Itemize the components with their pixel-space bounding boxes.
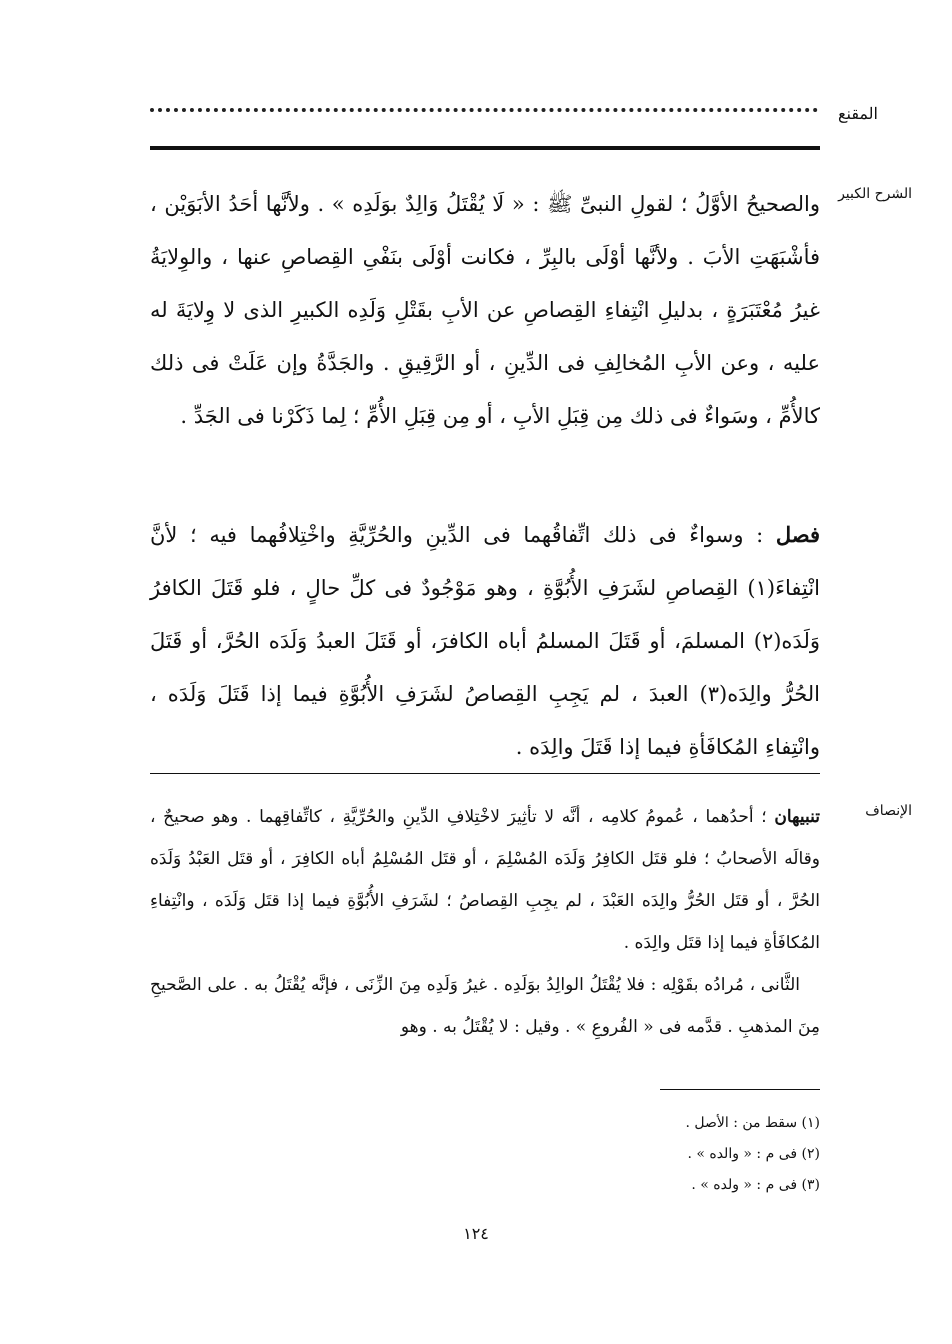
footnote-1: (١) سقط من : الأصل . (685, 1115, 820, 1131)
footnote-rule (660, 1089, 820, 1090)
running-title: المقنع (837, 104, 878, 123)
page-number: ١٢٤ (463, 1224, 489, 1243)
header-rule (150, 146, 820, 150)
footnote-2: (٢) فى م : « والده » . (687, 1146, 820, 1162)
insaf-text (150, 796, 820, 1048)
footnotes (150, 1108, 820, 1201)
insaf-paragraph-2: الثَّانى ، مُرادُه بقَوْلِه : فلا يُقْتَلُ الوالِدُ بوَلَدِه . غيرُ وَلَدِه مِنَ الزِّنَى ، فإنَّه يُقْتَلُ به . على الصَّحيحِ مِنَ المذهبِ . قدَّمه فى « الفُروعِ » . وقيل : لا يُقْتَلُ به . وهو (150, 975, 820, 1037)
footnote-3: (٣) فى م : « ولده » . (691, 1177, 820, 1193)
insaf-paragraph-1 (150, 796, 820, 964)
section-divider (150, 773, 820, 774)
header-dotted-leader (150, 108, 818, 122)
sharh-text (150, 178, 820, 443)
fasl-paragraph (150, 508, 820, 774)
tanbihan-heading: تنبيهان (774, 807, 820, 827)
sharh-paragraph-1: والصحيحُ الأوَّلُ ؛ لقولِ النبىِّ ﷺ : « لَا يُقْتَلُ وَالِدٌ بوَلَدِه » . ولأنَّها أحَدُ الأبَوَيْن ، فأشْبَهَتِ الأبَ . ولأنَّها أوْلَى بالبِرِّ ، فكانت أوْلَى بنَفْىِ القِصاصِ عنها ، والوِلايَةُ غيرُ مُعْتَبَرَةٍ ، بدليلِ انْتِفاءِ القِصاصِ عن الأبِ بقَتْلِ وَلَدِه الكبيرِ الذى لا وِلايَةَ له عليه ، وعن الأبِ المُخالِفِ فى الدِّينِ ، أو الرَّقِيقِ . والجَدَّةُ وإن عَلَتْ فى ذلك كالأُمِّ ، وسَواءٌ فى ذلك مِن قِبَلِ الأبِ ، أو مِن قِبَلِ الأُمِّ ؛ لِما ذَكَرْنا فى الجَدِّ . (150, 192, 820, 428)
fasl-section (150, 508, 820, 774)
fasl-heading: فصل (775, 522, 820, 547)
fasl-body: : وسواءٌ فى ذلك اتِّفاقُهما فى الدِّينِ والحُرِّيَّةِ واخْتِلافُهما فيه ؛ لأنَّ انْتِفاءَ(١) القِصاصِ لشَرَفِ الأُبُوَّةِ ، وهو مَوْجُودٌ فى كلِّ حالٍ ، فلو قَتَلَ الكافرُ وَلَدَه(٢) المسلمَ، أو قَتَلَ المسلمُ أباه الكافرَ، أو قَتَلَ العبدُ وَلَدَه الحُرَّ، أو قَتَلَ الحُرُّ والِدَه(٣) العبدَ ، لم يَجِبِ القِصاصُ لشَرَفِ الأُبُوَّةِ فيما إذا قَتَلَ وَلَدَه ، وانْتِفاءِ المُكافَأةِ فيما إذا قَتَلَ والِدَه . (150, 523, 820, 759)
margin-label-sharh: الشرح الكبير (838, 186, 912, 202)
insaf-body-1: ؛ أحدُهما ، عُمومُ كلامِه ، أنَّه لا تأثِيرَ لاخْتِلافِ الدِّينِ والحُرِّيَّةِ ، كاتِّفاقِهما . وهو صحيحٌ ، وقالَه الأصحابُ ؛ فلو قتَل الكافِرُ وَلَدَه المُسْلِمَ ، أو قتَل المُسْلِمُ أباه الكافِرَ ، أو قتَل العَبْدُ وَلَدَه الحُرَّ ، أو قتَل الحُرُّ والِدَه العَبْدَ ، لم يجِبِ القِصاصُ ؛ لشَرَفِ الأُبُوَّةِ فيما إذا قتَل وَلَدَه ، وانْتِفاءِ المُكافَأةِ فيما إذا قتَل والِدَه . (150, 807, 820, 953)
margin-label-insaf: الإنصاف (865, 803, 912, 819)
